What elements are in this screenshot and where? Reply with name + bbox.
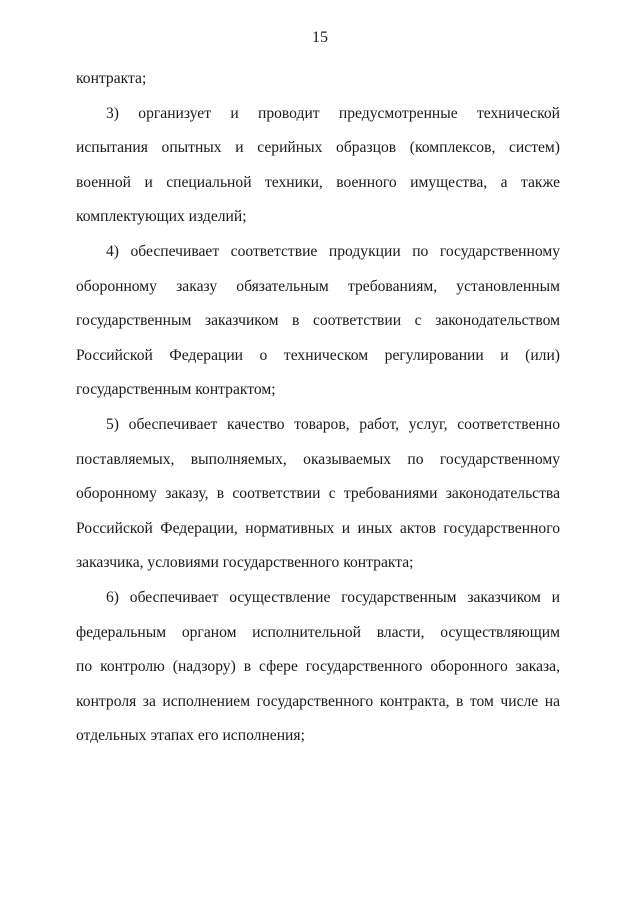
text-line: 5) обеспечивает качество товаров, работ, услуг, соответственно	[106, 415, 560, 433]
text-line: оборонному заказу, в соответствии с требованиями законодательства	[76, 485, 560, 503]
text-line: оборонному заказу обязательным требованиям, установленным	[76, 277, 560, 295]
paragraph-item-5	[76, 408, 560, 581]
text-line: государственным контрактом;	[76, 381, 276, 399]
paragraph-continuation	[76, 62, 560, 97]
text-line: Российской Федерации о техническом регулировании и (или)	[76, 346, 560, 364]
text-line: по контролю (надзору) в сфере государственного оборонного заказа,	[76, 658, 560, 676]
paragraph-item-3	[76, 97, 560, 235]
text-line: поставляемых, выполняемых, оказываемых по государственному	[76, 450, 560, 468]
text-line: отдельных этапах его исполнения;	[76, 727, 305, 745]
text-line: государственным заказчиком в соответствии с законодательством	[76, 312, 560, 330]
text-line: военной и специальной техники, военного имущества, а также	[76, 173, 560, 191]
text-line: 4) обеспечивает соответствие продукции по государственному	[106, 242, 560, 260]
paragraph-item-6	[76, 581, 560, 754]
text-line: заказчика, условиями государственного контракта;	[76, 554, 414, 572]
text-line: контракта;	[76, 70, 147, 87]
text-line: контроля за исполнением государственного контракта, в том числе на	[76, 692, 560, 710]
text-line: комплектующих изделий;	[76, 208, 247, 226]
text-line: испытания опытных и серийных образцов (комплексов, систем)	[76, 139, 560, 157]
text-line: Российской Федерации, нормативных и иных актов государственного	[76, 519, 560, 537]
document-body	[76, 62, 560, 754]
text-line: федеральным органом исполнительной власти, осуществляющим	[76, 623, 560, 641]
paragraph-item-4	[76, 235, 560, 408]
page-number: 15	[312, 29, 328, 46]
text-line: 6) обеспечивает осуществление государственным заказчиком и	[106, 588, 560, 606]
text-line: 3) организует и проводит предусмотренные технической	[106, 104, 560, 122]
